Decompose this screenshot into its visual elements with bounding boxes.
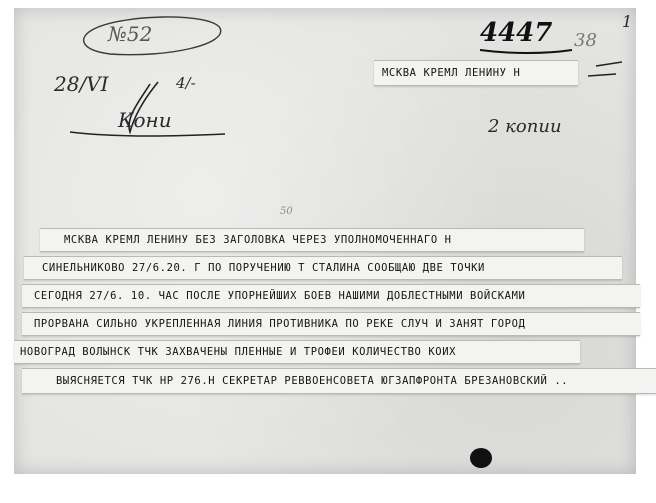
registration-underline <box>480 50 572 53</box>
message-line: СИНЕЛЬНИКОВО 27/6.20. Г ПО ПОРУЧЕНИЮ Т СТАЛИНА СООБЩАЮ ДВЕ ТОЧКИ <box>24 256 622 280</box>
registration-number: 4447 <box>480 18 553 48</box>
address-strip: МСКВА КРЕМЛ ЛЕНИНУ Н <box>374 60 578 86</box>
copies-note: 2 копии <box>488 116 562 137</box>
margin-dash <box>596 62 622 66</box>
message-line: ПРОРВАНА СИЛЬНО УКРЕПЛЕННАЯ ЛИНИЯ ПРОТИВНИКА ПО РЕКЕ СЛУЧ И ЗАНЯТ ГОРОД <box>22 312 640 336</box>
corner-number: 38 <box>574 30 597 51</box>
date-note: 28/VI <box>54 72 109 96</box>
faint-pencil-mark: 50 <box>280 206 293 217</box>
ink-blot <box>470 448 492 468</box>
message-line: МСКВА КРЕМЛ ЛЕНИНУ БЕЗ ЗАГОЛОВКА ЧЕРЕЗ УПОЛНОМОЧЕННАГО Н <box>40 228 584 252</box>
margin-dash <box>588 74 616 76</box>
message-line: СЕГОДНЯ 27/6. 10. ЧАС ПОСЛЕ УПОРНЕЙШИХ БОЕВ НАШИМИ ДОБЛЕСТНЫМИ ВОЙСКАМИ <box>22 284 640 308</box>
page-mark: 1 <box>622 12 633 31</box>
signature: Кони <box>118 108 172 132</box>
fraction-note: 4/- <box>176 74 196 92</box>
number-label: №52 <box>108 22 153 46</box>
message-line: ВЫЯСНЯЕТСЯ ТЧК НР 276.Н СЕКРЕТАР РЕВВОЕНСОВЕТА ЮГЗАПФРОНТА БРЕЗАНОВСКИЙ .. <box>22 368 656 394</box>
signature-underline <box>70 132 225 136</box>
message-line: НОВОГРАД ВОЛЫНСК ТЧК ЗАХВАЧЕНЫ ПЛЕННЫЕ И ТРОФЕИ КОЛИЧЕСТВО КОИХ <box>14 340 580 364</box>
